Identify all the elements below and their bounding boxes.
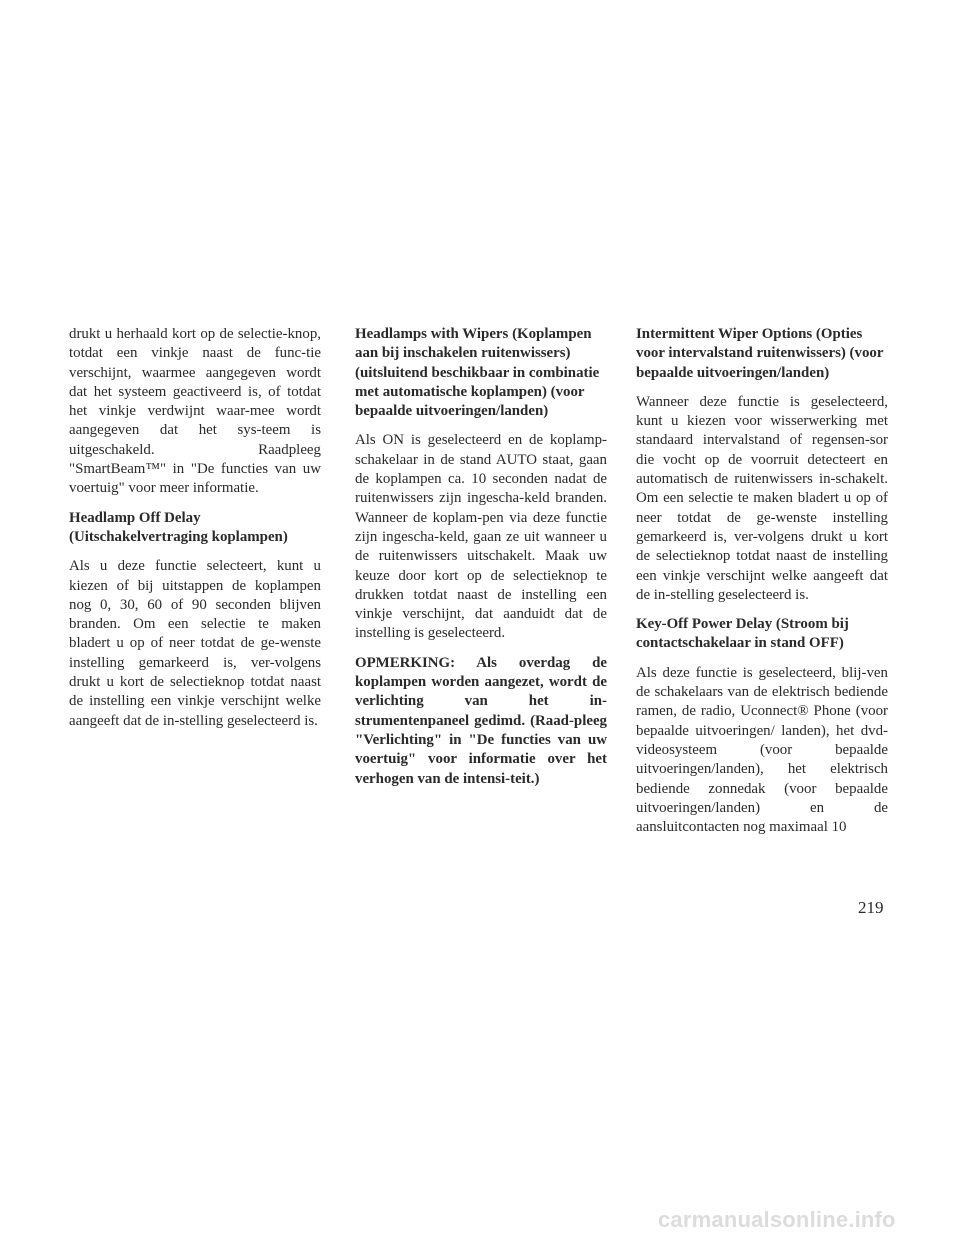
paragraph-headlamp-off-delay: Als u deze functie selecteert, kunt u kiezen of bij uitstappen de koplampen nog 0, 30, 60 of 90 seconden blijven branden. Om een selectie te maken bladert u op of neer totdat de ge-wenste instelling gemarkeerd is, ver-volgens drukt u kort de selectieknop totdat naast de instelling een vinkje verschijnt welke aangeeft dat de in-stelling geselecteerd is. xyxy=(69,558,321,729)
text-column-middle xyxy=(355,325,607,799)
paragraph-continuation: drukt u herhaald kort op de selectie-knop, totdat een vinkje naast de func-tie verschijnt, waarmee aangegeven wordt dat het systeem geactiveerd is, of totdat het vinkje verdwijnt waar-mee wordt aangegeven dat het sys-teem is uitgeschakeld. Raadpleeg "SmartBeam™" in "De functies van uw voertuig" voor meer informatie. xyxy=(69,326,321,497)
page-number: 219 xyxy=(858,898,884,917)
text-column-right xyxy=(636,325,888,847)
text-column-left xyxy=(69,325,321,741)
section-heading-key-off-power-delay: Key-Off Power Delay (Stroom bij contactschakelaar in stand OFF) xyxy=(636,616,849,652)
section-heading-intermittent-wiper: Intermittent Wiper Options (Opties voor intervalstand ruitenwissers) (voor bepaalde uitvoeringen/landen) xyxy=(636,326,884,381)
paragraph-headlamps-with-wipers: Als ON is geselecteerd en de koplamp-schakelaar in de stand AUTO staat, gaan de koplampen ca. 10 seconden nadat de ruitenwissers zijn ingescha-keld branden. Wanneer de koplam-pen via deze functie zijn ingescha-keld, gaan ze uit wanneer u de ruitenwissers uitschakelt. Maak uw keuze door kort op de selectieknop te drukken totdat naast de instelling een vinkje verschijnt, dat aanduidt dat de instelling is geselecteerd. xyxy=(355,432,607,642)
paragraph-intermittent-wiper: Wanneer deze functie is geselecteerd, kunt u kiezen voor wisserwerking met standaard intervalstand of regensen-sor die vocht op de voorruit detecteert en automatisch de ruitenwissers in-schakelt. Om een selectie te maken bladert u op of neer totdat de ge-wenste instelling gemarkeerd is, ver-volgens drukt u kort de selectieknop totdat naast de instelling een vinkje verschijnt welke aangeeft dat de in-stelling geselecteerd is. xyxy=(636,393,888,603)
note-paragraph: OPMERKING: Als overdag de koplampen worden aangezet, wordt de verlichting van het in-strumentenpaneel gedimd. (Raad-pleeg "Verlichting" in "De functies van uw voertuig" voor informatie over het verhogen van de intensi-teit.) xyxy=(355,654,607,787)
section-heading-headlamps-with-wipers: Headlamps with Wipers (Koplampen aan bij inschakelen ruitenwissers) (uitsluitend beschikbaar in combinatie met automatische koplampen) (voor bepaalde uitvoeringen/landen) xyxy=(355,326,600,420)
watermark: carmanualsonline.info xyxy=(658,1207,896,1232)
section-heading-headlamp-off-delay: Headlamp Off Delay (Uitschakelvertraging koplampen) xyxy=(69,509,288,545)
paragraph-key-off-power-delay: Als deze functie is geselecteerd, blij-ven de schakelaars van de elektrisch bediende ramen, de radio, Uconnect® Phone (voor bepaalde uitvoeringen/ landen), het dvd-videosysteem (voor bepaalde uitvoeringen/landen), het elektrisch bediende zonnedak (voor bepaalde uitvoeringen/landen) en de aansluitcontacten nog maximaal 10 xyxy=(636,664,888,836)
